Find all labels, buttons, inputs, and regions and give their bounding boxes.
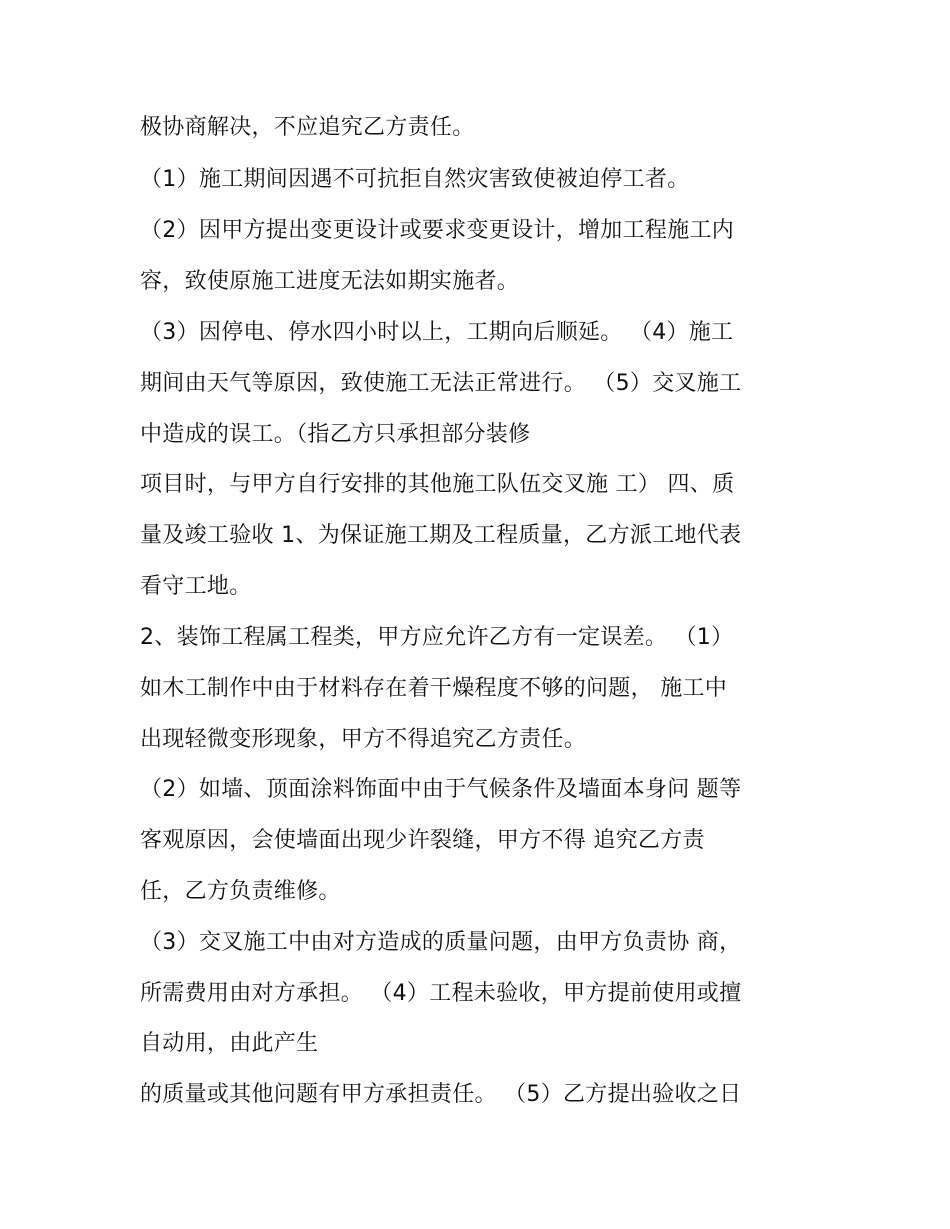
text-line: （3）因停电、停水四小时以上，工期向后顺延。 （4）施工: [140, 320, 734, 345]
text-line: 自动用，由此产生: [140, 1031, 319, 1056]
text-line: 任，乙方负责维修。: [140, 879, 341, 904]
text-line: （2）如墙、顶面涂料饰面中由于气候条件及墙面本身问 题等: [140, 777, 742, 802]
text-line: （3）交叉施工中由对方造成的质量问题，由甲方负责协 商，: [140, 930, 742, 955]
text-line: 客观原因，会使墙面出现少许裂缝，甲方不得 追究乙方责: [140, 828, 705, 853]
text-line: 出现轻微变形现象，甲方不得追究乙方责任。: [140, 727, 587, 752]
text-line: 看守工地。: [140, 574, 252, 599]
text-line: （2）因甲方提出变更设计或要求变更设计，增加工程施工内: [140, 218, 735, 243]
text-line: 量及竣工验收 1、为保证施工期及工程质量，乙方派工地代表: [140, 523, 742, 548]
text-line: 2、装饰工程属工程类，甲方应允许乙方有一定误差。 （1）: [140, 625, 734, 650]
text-line: 的质量或其他问题有甲方承担责任。 （5）乙方提出验收之日: [140, 1082, 742, 1107]
text-line: 所需费用由对方承担。 （4）工程未验收，甲方提前使用或擅: [140, 981, 742, 1006]
text-line: 中造成的误工。（指乙方只承担部分装修: [140, 422, 531, 447]
text-line: （1）施工期间因遇不可抗拒自然灾害致使被迫停工者。: [140, 167, 690, 192]
text-line: 如木工制作中由于材料存在着干燥程度不够的问题， 施工中: [140, 676, 728, 701]
text-line: 项目时，与甲方自行安排的其他施工队伍交叉施 工） 四、质: [140, 472, 735, 497]
text-line: 极协商解决，不应追究乙方责任。: [140, 115, 475, 140]
text-line: 期间由天气等原因，致使施工无法正常进行。 （5）交叉施工: [140, 371, 742, 396]
text-line: 容，致使原施工进度无法如期实施者。: [140, 269, 520, 294]
